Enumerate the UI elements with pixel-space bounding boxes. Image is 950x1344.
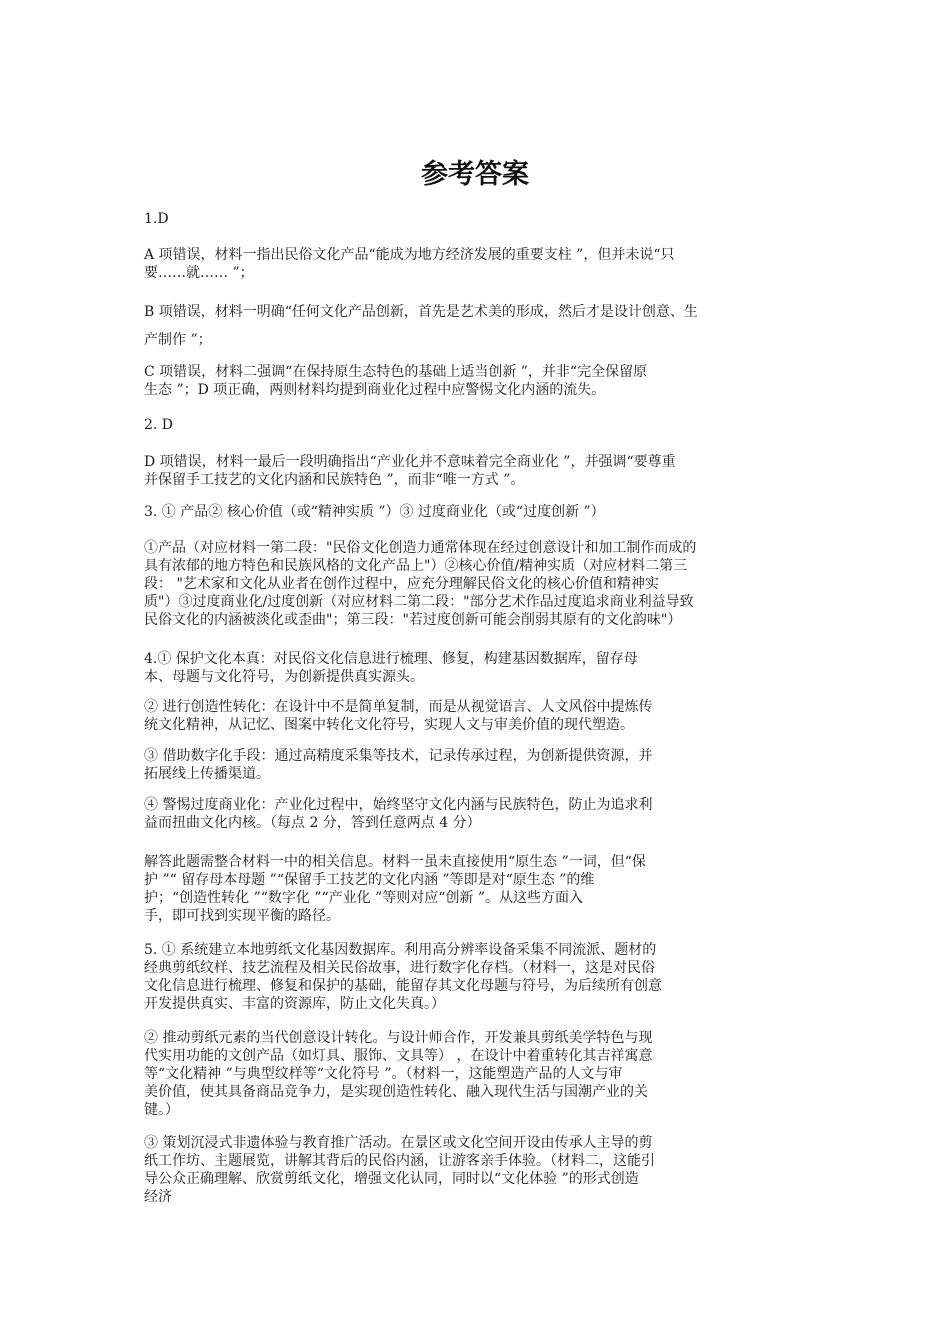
answer-4-point-2: ② 进行创造性转化：在设计中不是简单复制，而是从视觉语言、人文风俗中提炼传 统文化精神，从记忆、图案中转化文化符号，实现人文与审美价值的现代塑造。	[144, 699, 653, 733]
page-title: 参考答案	[421, 159, 529, 190]
answer-4-point-1: 4.① 保护文化本真：对民俗文化信息进行梳理、修复，构建基因数据库，留存母 本、母题与文化符号，为创新提供真实源头。	[144, 651, 638, 685]
answer-4-point-3: ③ 借助数字化手段：通过高精度采集等技术，记录传承过程，为创新提供资源，并 拓展线上传播渠道。	[144, 748, 653, 782]
answer-5-point-1: 5. ① 系统建立本地剪纸文化基因数据库。利用高分辨率设备采集不同流派、题材的 经典剪纸纹样、技艺流程及相关民俗故事，进行数字化存档。（材料一，这是对民俗 文化信息进行梳理、修复和保护的基础，能留存其文化母题与符号，为后续所有创意 开发提供真实、丰富的资源库，防止文化失真。）	[144, 942, 662, 1012]
answer-1-option-b: B 项错误，材料一明确“任何文化产品创新，首先是艺术美的形成，然后才是设计创意、生 产制作 ”；	[144, 304, 698, 348]
answer-5-point-2: ② 推动剪纸元素的当代创意设计转化。与设计师合作，开发兼具剪纸美学特色与现 代实用功能的文创产品（如灯具、服饰、文具等） ，在设计中着重转化其吉祥寓意 等“文化精神 ”与典型纹样等“文化符号 ”。（材料一，这能塑造产品的人文与审 美价值，使其具备商品竞争力，是实现创造性转化、融入现代生活与国潮产业的关 键。）	[144, 1030, 653, 1118]
answer-4-point-4: ④ 警惕过度商业化：产业化过程中，始终坚守文化内涵与民族特色，防止为追求利 益而扭曲文化内核。（每点 2 分，答到任意两点 4 分）	[144, 797, 653, 831]
answer-1-option-c-d: C 项错误，材料二强调“在保持原生态特色的基础上适当创新 ”，并非“完全保留原 生态 ”；D 项正确，两则材料均提到商业化过程中应警惕文化内涵的流失。	[144, 364, 648, 398]
answer-4-explanation: 解答此题需整合材料一中的相关信息。材料一虽未直接使用“原生态 ”一词，但“保 护 ”“ 留存母本母题 ”“保留手工技艺的文化内涵 ”等即是对“原生态 ”的维 护；“创造性转化 ”“数字化 ”“产业化 ”等则对应“创新 ”。从这些方面入 手，即可找到实现平衡的路径。	[144, 854, 646, 924]
answer-2-explanation: D 项错误，材料一最后一段明确指出“产业化并不意味着完全商业化 ”，并强调“要尊重 并保留手工技艺的文化内涵和民族特色 ”，而非“唯一方式 ”。	[144, 454, 676, 488]
answer-1: 1.D	[144, 211, 169, 227]
answer-3: 3. ① 产品② 核心价值（或“精神实质 ”）③ 过度商业化（或“过度创新 ”）	[144, 504, 605, 520]
answer-2: 2. D	[144, 417, 174, 433]
answer-3-explanation: ①产品（对应材料一第二段："民俗文化创造力通常体现在经过创意设计和加工制作而成的 具有浓郁的地方特色和民族风格的文化产品上"）②核心价值/精神实质（对应材料二第三 段： "艺术家和文化从业者在创作过程中，应充分理解民俗文化的核心价值和精神实 质"）③过度商业化/过度创新（对应材料二第二段："部分艺术作品过度追求商业利益导致 民俗文化的内涵被淡化或歪曲"；第三段："若过度创新可能会削弱其原有的文化韵味"）	[144, 540, 697, 628]
answer-1-option-a: A 项错误，材料一指出民俗文化产品“能成为地方经济发展的重要支柱 ”，但并未说“只 要……就…… ”；	[144, 247, 675, 281]
answer-5-point-3: ③ 策划沉浸式非遗体验与教育推广活动。在景区或文化空间开设由传承人主导的剪 纸工作坊、主题展览，讲解其背后的民俗内涵，让游客亲手体验。（材料二，这能引 导公众正确理解、欣赏剪纸文化，增强文化认同，同时以“文化体验 ”的形式创造 经济	[144, 1135, 655, 1205]
